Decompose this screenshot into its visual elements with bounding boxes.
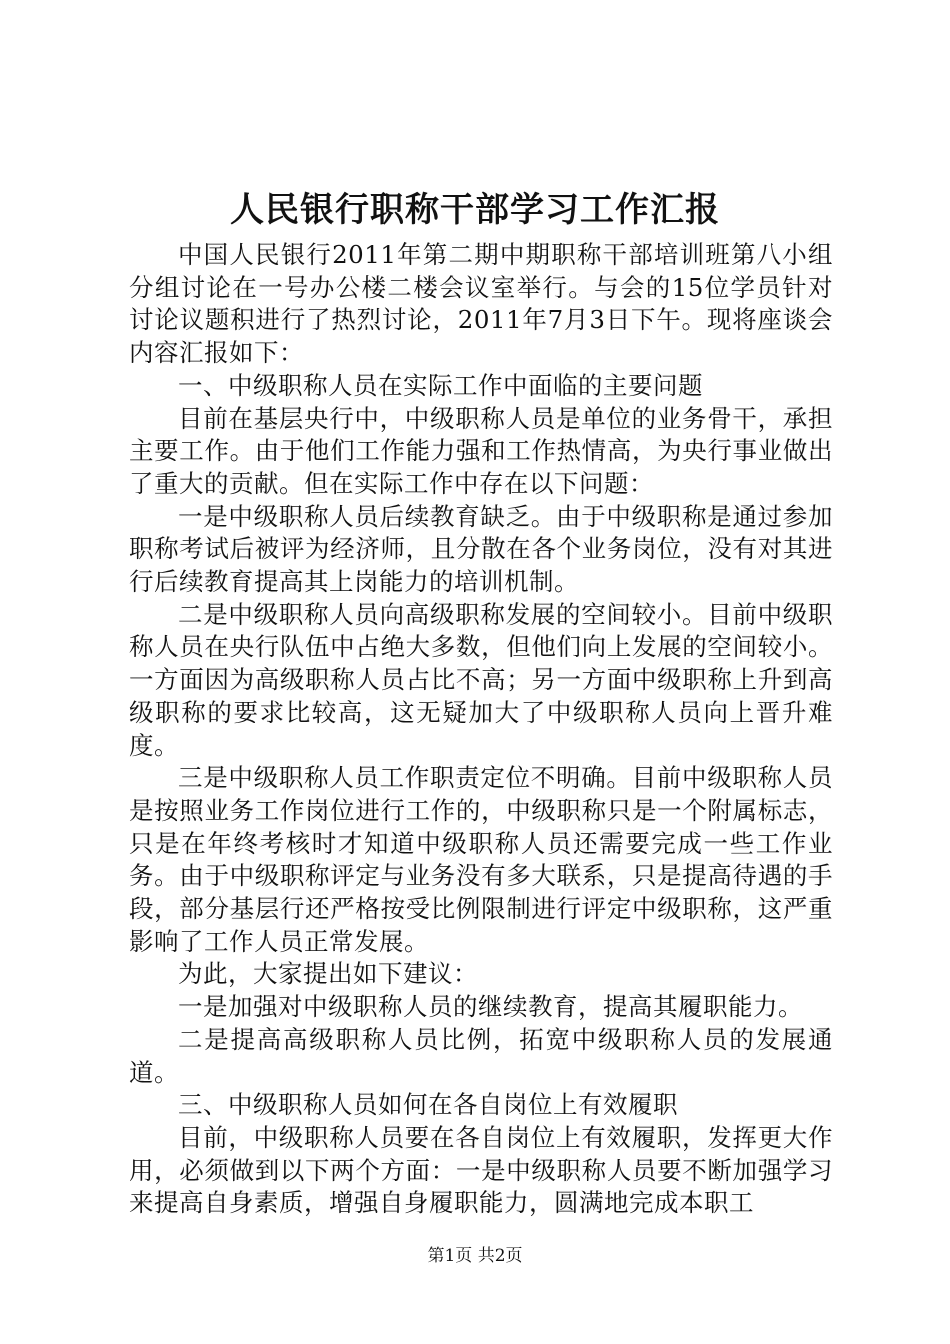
document-title: 人民银行职称干部学习工作汇报 bbox=[230, 190, 720, 230]
section-heading-1: 一、中级职称人员在实际工作中面临的主要问题 bbox=[178, 370, 703, 400]
paragraph-suggestion-1: 一是加强对中级职称人员的继续教育，提高其履职能力。 bbox=[178, 992, 803, 1022]
page-footer: 第1页 共2页 bbox=[427, 1246, 523, 1266]
document-body bbox=[129, 239, 833, 1220]
paragraph-suggestions-intro: 为此，大家提出如下建议： bbox=[178, 959, 478, 989]
section-heading-3: 三、中级职称人员如何在各自岗位上有效履职 bbox=[178, 1090, 678, 1120]
paragraph-intro: 中国人民银行2011年第二期中期职称干部培训班第八小组分组讨论在一号办公楼二楼会议室举行。与会的15位学员针对讨论议题积进行了热烈讨论，2011年7月3日下午。现将座谈会内容汇报如下： bbox=[129, 240, 833, 368]
paragraph-duties: 目前，中级职称人员要在各自岗位上有效履职，发挥更大作用，必须做到以下两个方面：一是中级职称人员要不断加强学习来提高自身素质，增强自身履职能力，圆满地完成本职工 bbox=[129, 1122, 833, 1218]
paragraph-suggestion-2: 二是提高高级职称人员比例，拓宽中级职称人员的发展通道。 bbox=[129, 1024, 833, 1087]
paragraph-problem-3: 三是中级职称人员工作职责定位不明确。目前中级职称人员是按照业务工作岗位进行工作的，中级职称只是一个附属标志，只是在年终考核时才知道中级职称人员还需要完成一些工作业务。由于中级职称评定与业务没有多大联系，只是提高待遇的手段，部分基层行还严格按受比例限制进行评定中级职称，这严重影响了工作人员正常发展。 bbox=[129, 763, 833, 956]
paragraph-problem-1: 一是中级职称人员后续教育缺乏。由于中级职称是通过参加职称考试后被评为经济师，且分散在各个业务岗位，没有对其进行后续教育提高其上岗能力的培训机制。 bbox=[129, 501, 833, 597]
paragraph-current-situation: 目前在基层央行中，中级职称人员是单位的业务骨干，承担主要工作。由于他们工作能力强和工作热情高，为央行事业做出了重大的贡献。但在实际工作中存在以下问题： bbox=[129, 403, 833, 498]
paragraph-problem-2: 二是中级职称人员向高级职称发展的空间较小。目前中级职称人员在央行队伍中占绝大多数，但他们向上发展的空间较小。一方面因为高级职称人员占比不高；另一方面中级职称上升到高级职称的要求比较高，这无疑加大了中级职称人员向上晋升难度。 bbox=[129, 599, 833, 760]
